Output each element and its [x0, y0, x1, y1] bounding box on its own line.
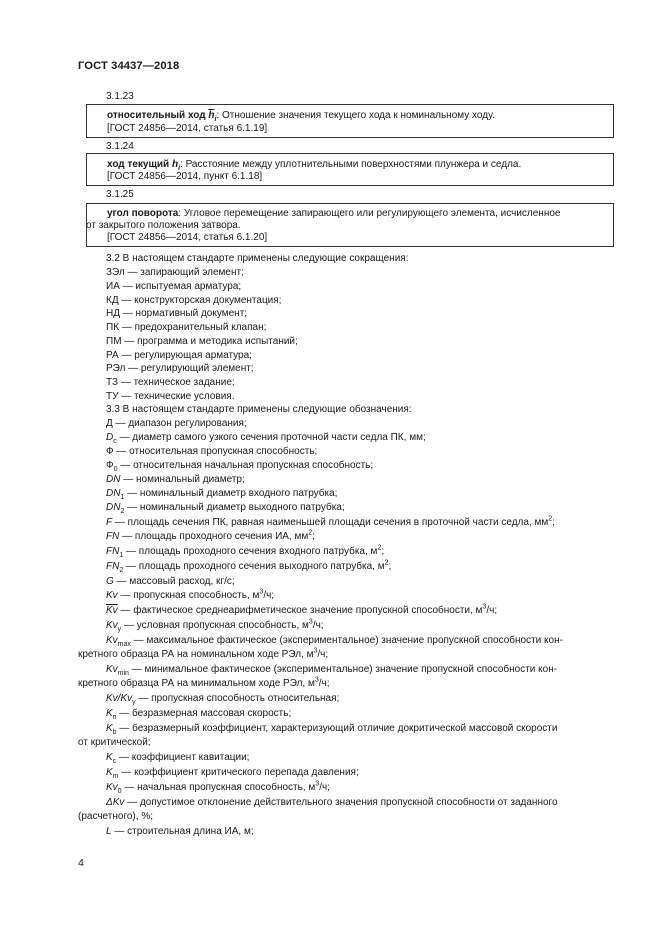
- sym-item: $Kv/Kv_y$ — пропускная способность относительная;: [106, 693, 340, 706]
- term-number: 3.1.25: [106, 189, 134, 200]
- term-box: [86, 153, 614, 186]
- term-box: [86, 203, 614, 247]
- term-definition: : Отношение значения текущего хода к номинальному ходу.: [216, 110, 495, 121]
- term-name: угол поворота: [107, 208, 179, 219]
- sym-item: Kv — пропускная способность, $м^3/ч$;: [106, 588, 275, 601]
- term-symbol: $h_i$: [171, 159, 181, 172]
- sym-item: ΔKv — допустимое отклонение действительного значения пропускной способности от заданного: [106, 797, 558, 808]
- abbr-item: ПК — предохранительный клапан;: [106, 322, 267, 333]
- term-definition: : Расстояние между уплотнительными поверхностями плунжера и седла.: [180, 159, 522, 170]
- sym-item-cont: кретного образца РА на минимальном ходе РЭл, $м^3/ч$;: [78, 676, 330, 689]
- sym-item: $D_c$ — диаметр самого узкого сечения проточной части седла ПК, мм;: [106, 432, 426, 445]
- sym-item-cont: кретного образца РА на номинальном ходе РЭл, $м^3/ч$;: [78, 647, 329, 660]
- sym-item: $Kv_y$ — условная пропускная способность, $м^3/ч$;: [106, 618, 324, 633]
- sym-item: $DN_1$ — номинальный диаметр входного патрубка;: [106, 488, 338, 501]
- term-name: относительный ход: [107, 110, 206, 121]
- sym-item-cont: от критической;: [78, 737, 151, 748]
- term-definition-line: [107, 208, 560, 219]
- sym-item: $K_m$ — коэффициент критического перепада давления;: [106, 767, 359, 780]
- sym-item: F — площадь сечения ПК, равная наименьшей площади сечения в проточной части седла, $мм^2$;: [106, 515, 555, 528]
- sym-item: G — массовый расход, кг/с;: [106, 576, 235, 587]
- sym-item: $Kv_0$ — начальная пропускная способность, $м^3/ч$;: [106, 780, 330, 795]
- sym-item: L — строительная длина ИА, м;: [106, 826, 254, 837]
- abbr-item: ЗЭл — запирающий элемент;: [106, 267, 244, 278]
- sym-item: $Kv_{min}$ — минимальное фактическое (экспериментальное) значение пропускной способности кон-: [106, 664, 558, 677]
- abbr-item: РА — регулирующая арматура;: [106, 350, 252, 361]
- abbr-item: ИА — испытуемая арматура;: [106, 281, 242, 292]
- abbr-item: НД — нормативный документ;: [106, 308, 248, 319]
- sym-item: $Ф_0$ — относительная начальная пропускная способность;: [106, 460, 374, 473]
- term-symbol: $\overline{h}_i$: [208, 110, 217, 123]
- abbr-item: РЭл — регулирующий элемент;: [106, 363, 254, 374]
- sym-item: FN — площадь проходного сечения ИА, $мм^2$;: [106, 529, 315, 542]
- page-number: 4: [78, 857, 84, 869]
- sym-item: $FN_2$ — площадь проходного сечения выходного патрубка, $м^2$;: [106, 559, 392, 574]
- sym-item: Д — диапазон регулирования;: [106, 418, 247, 429]
- term-definition-line: [107, 110, 495, 121]
- sym-item: $\overline{Kv}$ — фактическое среднеарифметическое значение пропускной способности, $м^3/ч$;: [106, 603, 498, 616]
- sym-item: $K_b$ — безразмерный коэффициент, характеризующий отличие докритической массовой скорости: [106, 723, 558, 736]
- sym-item: $Kv_{max}$ — максимальное фактическое (экспериментальное) значение пропускной способности кон-: [106, 635, 563, 648]
- abbr-item: ТУ — технические условия.: [106, 391, 235, 402]
- term-source: [ГОСТ 24856—2014, пункт 6.1.18]: [107, 171, 263, 182]
- sym-item: $K_п$ — безразмерная массовая скорость;: [106, 708, 292, 721]
- term-source: [ГОСТ 24856—2014, статья 6.1.20]: [107, 232, 268, 243]
- term-definition: : Угловое перемещение запирающего или регулирующего элемента, исчисленное: [178, 208, 561, 219]
- sym-intro: 3.3 В настоящем стандарте применены следующие обозначения:: [106, 404, 412, 415]
- sym-item: Ф — относительная пропускная способность;: [106, 446, 318, 457]
- term-number: 3.1.24: [106, 141, 134, 152]
- sym-item: DN — номинальный диаметр;: [106, 474, 245, 485]
- abbr-item: КД — конструкторская документация;: [106, 295, 282, 306]
- term-source: [ГОСТ 24856—2014, статья 6.1.19]: [107, 123, 268, 134]
- term-name: ход текущий: [107, 159, 170, 170]
- term-box: [86, 104, 614, 138]
- sym-item-cont: (расчетного), %;: [78, 811, 153, 822]
- abbr-item: ТЗ — техническое задание;: [106, 377, 235, 388]
- sym-item: $DN_2$ — номинальный диаметр выходного патрубка;: [106, 502, 345, 515]
- document-header: ГОСТ 34437—2018: [78, 60, 180, 72]
- sym-item: $FN_1$ — площадь проходного сечения входного патрубка, $м^2$;: [106, 544, 385, 559]
- term-definition-cont: от закрытого положения затвора.: [86, 220, 241, 231]
- abbr-intro: 3.2 В настоящем стандарте применены следующие сокращения:: [106, 253, 409, 264]
- term-definition-line: [107, 159, 521, 170]
- abbr-item: ПМ — программа и методика испытаний;: [106, 336, 298, 347]
- term-number: 3.1.23: [106, 91, 134, 102]
- sym-item: $K_c$ — коэффициент кавитации;: [106, 752, 250, 765]
